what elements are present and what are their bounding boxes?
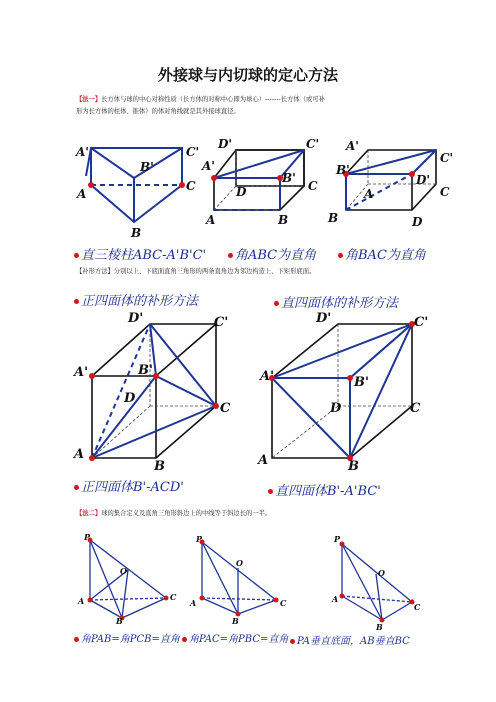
bullet-dot	[74, 253, 79, 258]
vertex-label: P	[84, 532, 91, 542]
vertex-label: A'	[74, 365, 89, 380]
vertex-label: B	[376, 622, 383, 632]
vertex-label: D'	[316, 311, 332, 326]
vertex-label: B	[232, 616, 239, 626]
vertex-label: P	[196, 534, 203, 544]
vertex-label: A'	[202, 159, 215, 173]
vertex-label: B'	[354, 375, 369, 390]
supplement-note: 【补形方法】分别以上、下底面直角三角形的两条直角边为邻边构造上、下矩形底面。	[76, 268, 316, 275]
vertex-label: C	[440, 185, 450, 199]
caption-pyramid-2: 角PAC=角PBC=直角	[182, 630, 288, 645]
vertex-label: B	[131, 226, 142, 240]
figure-pyramid-1	[76, 530, 186, 630]
vertex-label: B	[278, 213, 289, 227]
heading-regular-tetra: 正四面体的补形方法	[74, 290, 198, 309]
vertex-dot	[213, 403, 219, 409]
vertex-label: C	[410, 401, 421, 416]
vertex-label: C	[186, 179, 196, 193]
figure-right-tetra	[254, 308, 434, 478]
vertex-dot	[409, 171, 415, 177]
vertex-label: O	[236, 558, 243, 568]
figure-pyramid-3	[330, 534, 440, 634]
vertex-label: C	[170, 592, 177, 602]
vertex-label: C'	[440, 151, 454, 165]
vertex-label: B'	[282, 171, 296, 185]
figure-box-bac	[328, 139, 464, 240]
vertex-label: B	[116, 616, 123, 626]
caption-pyramid-1: 角PAB=角PCB=直角	[74, 630, 180, 645]
vertex-label: O	[120, 566, 127, 576]
bullet-dot	[338, 253, 343, 258]
caption-regular-tetra: 正四面体B'-ACD'	[74, 476, 184, 495]
vertex-dot	[200, 596, 205, 601]
vertex-label: B'	[140, 160, 154, 174]
caption-bac: 角BAC为直角	[338, 244, 426, 263]
method1-text-line1: 长方体与球的中心对称性质（长方体的对称中心即为球心）-------长方体（或可补	[101, 96, 325, 103]
vertex-label: C'	[414, 315, 429, 330]
vertex-label: A'	[346, 139, 359, 153]
vertex-dot	[340, 594, 345, 599]
vertex-label: B'	[138, 363, 153, 378]
vertex-label: A	[332, 594, 339, 604]
vertex-label: O	[378, 568, 385, 578]
page-title: 外接球与内切球的定心方法	[157, 66, 338, 84]
vertex-label: C	[308, 179, 318, 193]
figure-prism	[74, 140, 204, 240]
vertex-dot	[153, 373, 159, 379]
figure-box-abc	[202, 136, 332, 236]
vertex-dot	[89, 455, 95, 461]
caption-prism: 直三棱柱ABC-A'B'C'	[74, 244, 206, 263]
vertex-label: C	[220, 401, 231, 416]
vertex-label: D	[236, 185, 247, 199]
vertex-label: A	[206, 213, 216, 227]
vertex-label: C'	[186, 145, 200, 159]
vertex-label: D	[330, 401, 342, 416]
vertex-label: A'	[260, 369, 275, 384]
vertex-label: B	[328, 211, 339, 225]
bullet-dot	[228, 253, 233, 258]
vertex-label: A'	[76, 145, 89, 159]
vertex-label: P	[334, 534, 341, 544]
vertex-dot	[347, 375, 353, 381]
vertex-label: C	[414, 602, 421, 612]
vertex-label: B	[154, 459, 165, 474]
vertex-dot	[88, 598, 93, 603]
method2-tag: 【法二】	[76, 510, 102, 517]
vertex-dot	[274, 598, 279, 603]
vertex-label: C	[280, 598, 287, 608]
vertex-dot	[211, 175, 217, 181]
method2-paragraph	[76, 508, 271, 520]
vertex-label: A	[258, 453, 269, 468]
method2-text: 球的集合定义及直角三角形斜边上的中线等于斜边长的一半。	[101, 510, 272, 517]
figure-pyramid-2	[188, 532, 298, 632]
vertex-label: D'	[218, 137, 233, 151]
vertex-label: C'	[306, 137, 320, 151]
vertex-label: B'	[336, 163, 350, 177]
vertex-label: A	[190, 598, 197, 608]
caption-pyramid-3: PA垂直底面，AB垂直BC	[290, 632, 410, 647]
vertex-dot	[164, 596, 169, 601]
vertex-label: B	[348, 459, 359, 474]
vertex-label: C'	[214, 315, 229, 330]
vertex-dot	[88, 182, 94, 188]
vertex-dot	[179, 182, 185, 188]
caption-abc: 角ABC为直角	[228, 244, 316, 263]
vertex-label: D	[124, 391, 136, 406]
vertex-label: D	[412, 215, 423, 229]
method1-text-line2: 形为长方体的柱体、锥体）的体对角线就是其外接球直径。	[76, 108, 240, 115]
vertex-label: A	[74, 447, 85, 462]
vertex-label: A	[78, 596, 85, 606]
heading-right-tetra: 直四面体的补形方法	[274, 292, 398, 311]
caption-right-tetra: 直四面体B'-A'BC'	[268, 480, 381, 499]
figure-regular-tetra	[74, 308, 244, 478]
vertex-label: D'	[416, 173, 431, 187]
vertex-label: A	[77, 187, 87, 201]
vertex-dot	[340, 542, 345, 547]
vertex-label: D'	[128, 311, 144, 326]
method1-tag: 【法一】	[76, 96, 102, 103]
vertex-dot	[89, 373, 95, 379]
vertex-label: A	[364, 187, 374, 201]
method1-paragraph	[76, 94, 436, 118]
